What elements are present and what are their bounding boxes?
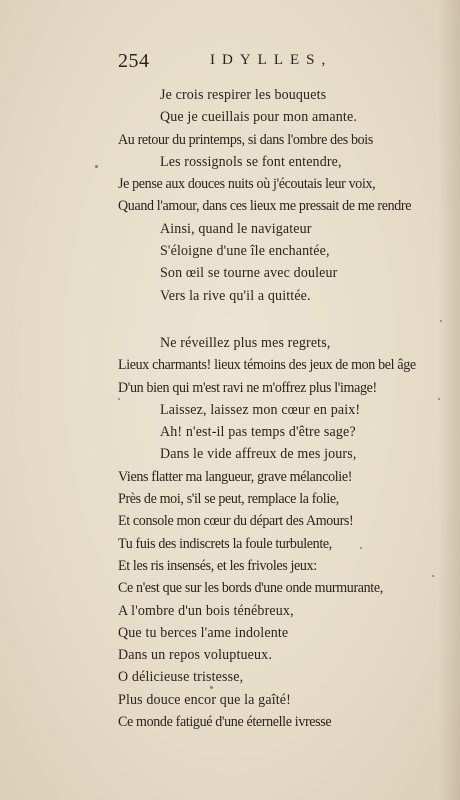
paper-speck	[210, 686, 213, 689]
verse-line: O délicieuse tristesse,	[118, 669, 244, 686]
running-title: IDYLLES,	[210, 52, 333, 68]
paper-speck	[432, 575, 434, 577]
verse-line: Ainsi, quand le navigateur	[160, 220, 312, 237]
verse-line: Viens flatter ma langueur, grave mélancolie!	[118, 468, 353, 485]
verse-line: Lieux charmants! lieux témoins des jeux de mon bel âge	[118, 357, 416, 374]
verse-line: Plus douce encor que la gaîté!	[118, 691, 291, 708]
page-header	[118, 50, 448, 76]
verse-line: Laissez, laissez mon cœur en paix!	[160, 401, 361, 418]
verse-line: Que tu berces l'ame indolente	[118, 624, 289, 641]
verse-line: Tu fuis des indiscrets la foule turbulente,	[118, 535, 332, 552]
verse-line: Au retour du printemps, si dans l'ombre des bois	[118, 131, 373, 148]
paper-speck	[118, 398, 120, 400]
verse-line: Quand l'amour, dans ces lieux me pressait de me rendre	[118, 198, 412, 215]
verse-line: Dans le vide affreux de mes jours,	[160, 446, 357, 463]
poem-text	[0, 84, 460, 733]
verse-line: D'un bien qui m'est ravi ne m'offrez plus l'image!	[118, 379, 377, 396]
verse-line: Ne réveillez plus mes regrets,	[160, 334, 331, 351]
verse-line: Les rossignols se font entendre,	[160, 153, 342, 170]
verse-line: Vers la rive qu'il a quittée.	[160, 287, 311, 304]
verse-line: Ce monde fatigué d'une éternelle ivresse	[118, 714, 332, 731]
verse-line: Je pense aux douces nuits où j'écoutais leur voix,	[118, 176, 376, 193]
verse-line: A l'ombre d'un bois ténébreux,	[118, 602, 294, 619]
paper-speck	[440, 320, 442, 322]
verse-line: Près de moi, s'il se peut, remplace la folie,	[118, 491, 339, 508]
page-number: 254	[118, 50, 150, 72]
stanza	[0, 332, 460, 733]
paper-speck	[438, 398, 440, 400]
paper-speck	[95, 165, 98, 168]
paper-speck	[360, 547, 362, 549]
verse-line: Et les ris insensés, et les frivoles jeux:	[118, 557, 317, 574]
verse-line: Ah! n'est-il pas temps d'être sage?	[160, 424, 356, 441]
verse-line: S'éloigne d'une île enchantée,	[160, 243, 330, 260]
verse-line: Je crois respirer les bouquets	[160, 87, 327, 103]
verse-line: Son œil se tourne avec douleur	[160, 265, 338, 282]
stanza	[0, 84, 460, 307]
verse-line: Que je cueillais pour mon amante.	[160, 109, 357, 126]
verse-line: Et console mon cœur du départ des Amours!	[118, 513, 354, 530]
verse-line: Dans un repos voluptueux.	[118, 647, 272, 664]
verse-line: Ce n'est que sur les bords d'une onde murmurante,	[118, 580, 383, 597]
